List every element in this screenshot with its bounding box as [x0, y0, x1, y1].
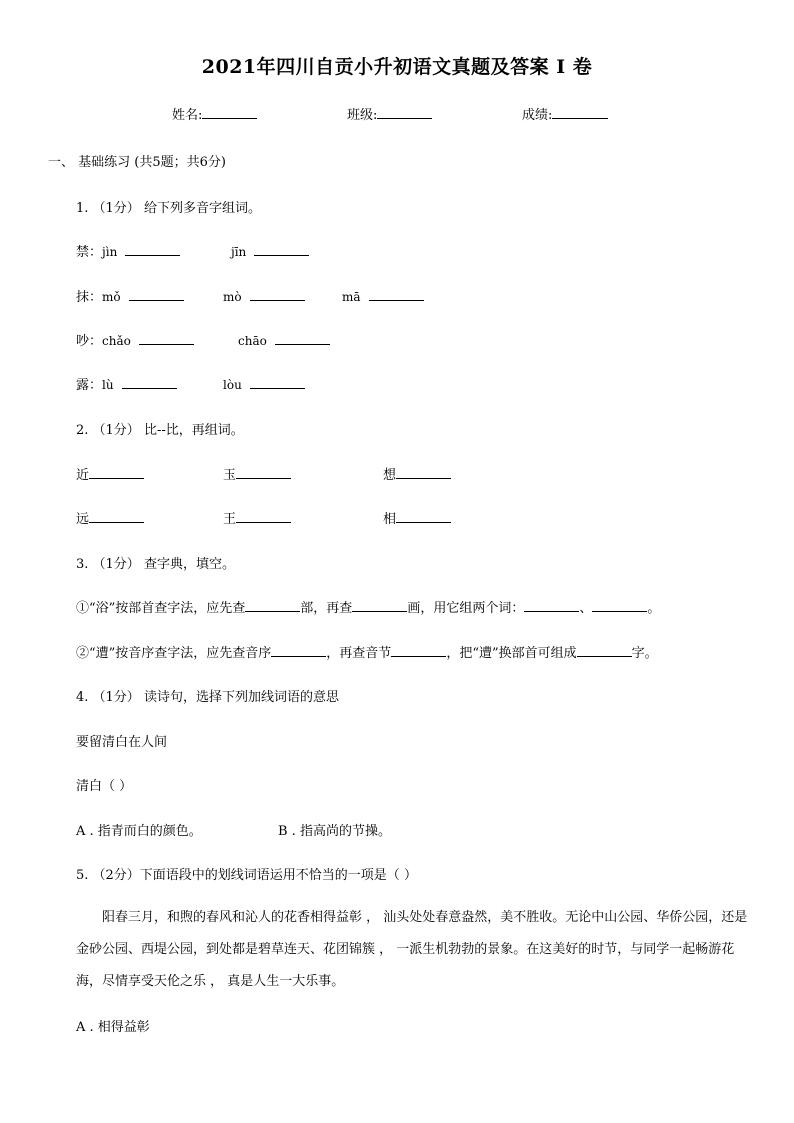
text: ，再查音节	[326, 646, 392, 661]
answer-blank[interactable]	[524, 597, 579, 612]
q5-passage: 阳春三月，和煦的春风和沁人的花香相得益彰 ， 汕头处处春意盎然，美不胜收。无论中山公园、华侨公园，还是金砂公园、西堤公园，到处都是碧草连天、花团锦簇 ， 一派生机勃勃的景象。在这美好的时节，与同学一起畅游花海，尽情享受天伦之乐 ， 真是人生一大乐事。	[76, 910, 748, 989]
answer-blank[interactable]	[122, 374, 177, 389]
answer-blank[interactable]	[275, 330, 330, 345]
answer-blank[interactable]	[250, 374, 305, 389]
answer-blank[interactable]	[236, 464, 291, 479]
pinyin: lù	[102, 378, 114, 392]
q2-char: 王	[223, 512, 237, 527]
pinyin: mò	[223, 290, 242, 304]
q1-row-4-b	[223, 374, 305, 393]
answer-blank[interactable]	[592, 597, 647, 612]
q1-char: 露：	[76, 378, 103, 393]
class-blank[interactable]	[377, 104, 432, 119]
q4-option-b[interactable]: B . 指高尚的节操。	[278, 824, 391, 839]
score-blank[interactable]	[552, 104, 608, 119]
answer-blank[interactable]	[245, 597, 300, 612]
q1-row-3-b	[238, 330, 330, 349]
q2-item	[383, 508, 451, 527]
class-label: 班级:	[347, 108, 378, 123]
answer-blank[interactable]	[236, 508, 291, 523]
name-label: 姓名:	[172, 108, 203, 123]
q1-char: 抹：	[76, 290, 103, 305]
question-4-stem: 4. （1分） 读诗句，选择下列加线词语的意思	[76, 690, 339, 705]
pinyin: chǎo	[102, 334, 131, 348]
question-3-stem: 3. （1分） 查字典，填空。	[76, 557, 235, 572]
q5-option-a[interactable]: A . 相得益彰	[76, 1020, 150, 1035]
answer-blank[interactable]	[125, 241, 180, 256]
class-field[interactable]	[347, 104, 432, 123]
q2-char: 相	[383, 512, 397, 527]
q4-option-a[interactable]: A . 指青而白的颜色。	[76, 824, 202, 839]
q4-ask: 清白（ ）	[76, 779, 133, 794]
answer-blank[interactable]	[89, 464, 144, 479]
score-field[interactable]	[522, 104, 608, 123]
answer-blank[interactable]	[352, 597, 407, 612]
answer-blank[interactable]	[396, 464, 451, 479]
q2-item	[383, 464, 451, 483]
text: 、	[579, 601, 593, 616]
pinyin: jìn	[102, 245, 118, 259]
text: 部，再查	[300, 601, 353, 616]
q4-poem: 要留清白在人间	[76, 735, 168, 750]
name-field[interactable]	[172, 104, 257, 123]
q2-item	[76, 464, 144, 483]
pinyin: mǒ	[102, 290, 121, 304]
q2-item	[76, 508, 144, 527]
answer-blank[interactable]	[396, 508, 451, 523]
q1-row-2	[76, 286, 184, 305]
q1-row-2-b	[223, 286, 305, 305]
q1-row-2-c	[342, 286, 424, 305]
answer-blank[interactable]	[577, 642, 632, 657]
pinyin: lòu	[223, 378, 242, 392]
answer-blank[interactable]	[254, 241, 309, 256]
score-label: 成绩:	[522, 108, 553, 123]
text: 字。	[631, 646, 658, 661]
page-title: 2021年四川自贡小升初语文真题及答案 I 卷	[201, 56, 593, 78]
q1-row-1	[76, 241, 180, 260]
q2-char: 近	[76, 468, 90, 483]
pinyin: mā	[342, 290, 361, 304]
text: ，把“遭”换部首可组成	[446, 646, 577, 661]
q2-char: 想	[383, 468, 397, 483]
text: ①“浴”按部首查字法，应先查	[76, 601, 246, 616]
text: 画，用它组两个词：	[407, 601, 525, 616]
answer-blank[interactable]	[271, 642, 326, 657]
q2-char: 远	[76, 512, 90, 527]
text: ②“遭”按音序查字法，应先查音序	[76, 646, 272, 661]
q2-char: 玉	[223, 468, 237, 483]
q1-char: 吵：	[76, 334, 103, 349]
question-5-stem: 5. （2分）下面语段中的划线词语运用不恰当的一项是（ ）	[76, 868, 417, 883]
question-2-stem: 2. （1分） 比--比，再组词。	[76, 423, 244, 438]
q2-item	[223, 464, 291, 483]
pinyin: chāo	[238, 334, 267, 348]
q3-line-1	[76, 597, 660, 616]
answer-blank[interactable]	[129, 286, 184, 301]
pinyin: jīn	[231, 245, 247, 259]
q1-char: 禁：	[76, 245, 103, 260]
question-1-stem: 1. （1分） 给下列多音字组词。	[76, 201, 261, 216]
answer-blank[interactable]	[369, 286, 424, 301]
q2-item	[223, 508, 291, 527]
q3-line-2	[76, 642, 658, 661]
answer-blank[interactable]	[250, 286, 305, 301]
name-blank[interactable]	[202, 104, 257, 119]
q1-row-4	[76, 374, 177, 393]
text: 。	[647, 601, 661, 616]
section-heading: 一、 基础练习 (共5题；共6分)	[48, 155, 226, 170]
answer-blank[interactable]	[139, 330, 194, 345]
answer-blank[interactable]	[89, 508, 144, 523]
q1-row-1-b	[231, 241, 309, 260]
answer-blank[interactable]	[391, 642, 446, 657]
q1-row-3	[76, 330, 194, 349]
